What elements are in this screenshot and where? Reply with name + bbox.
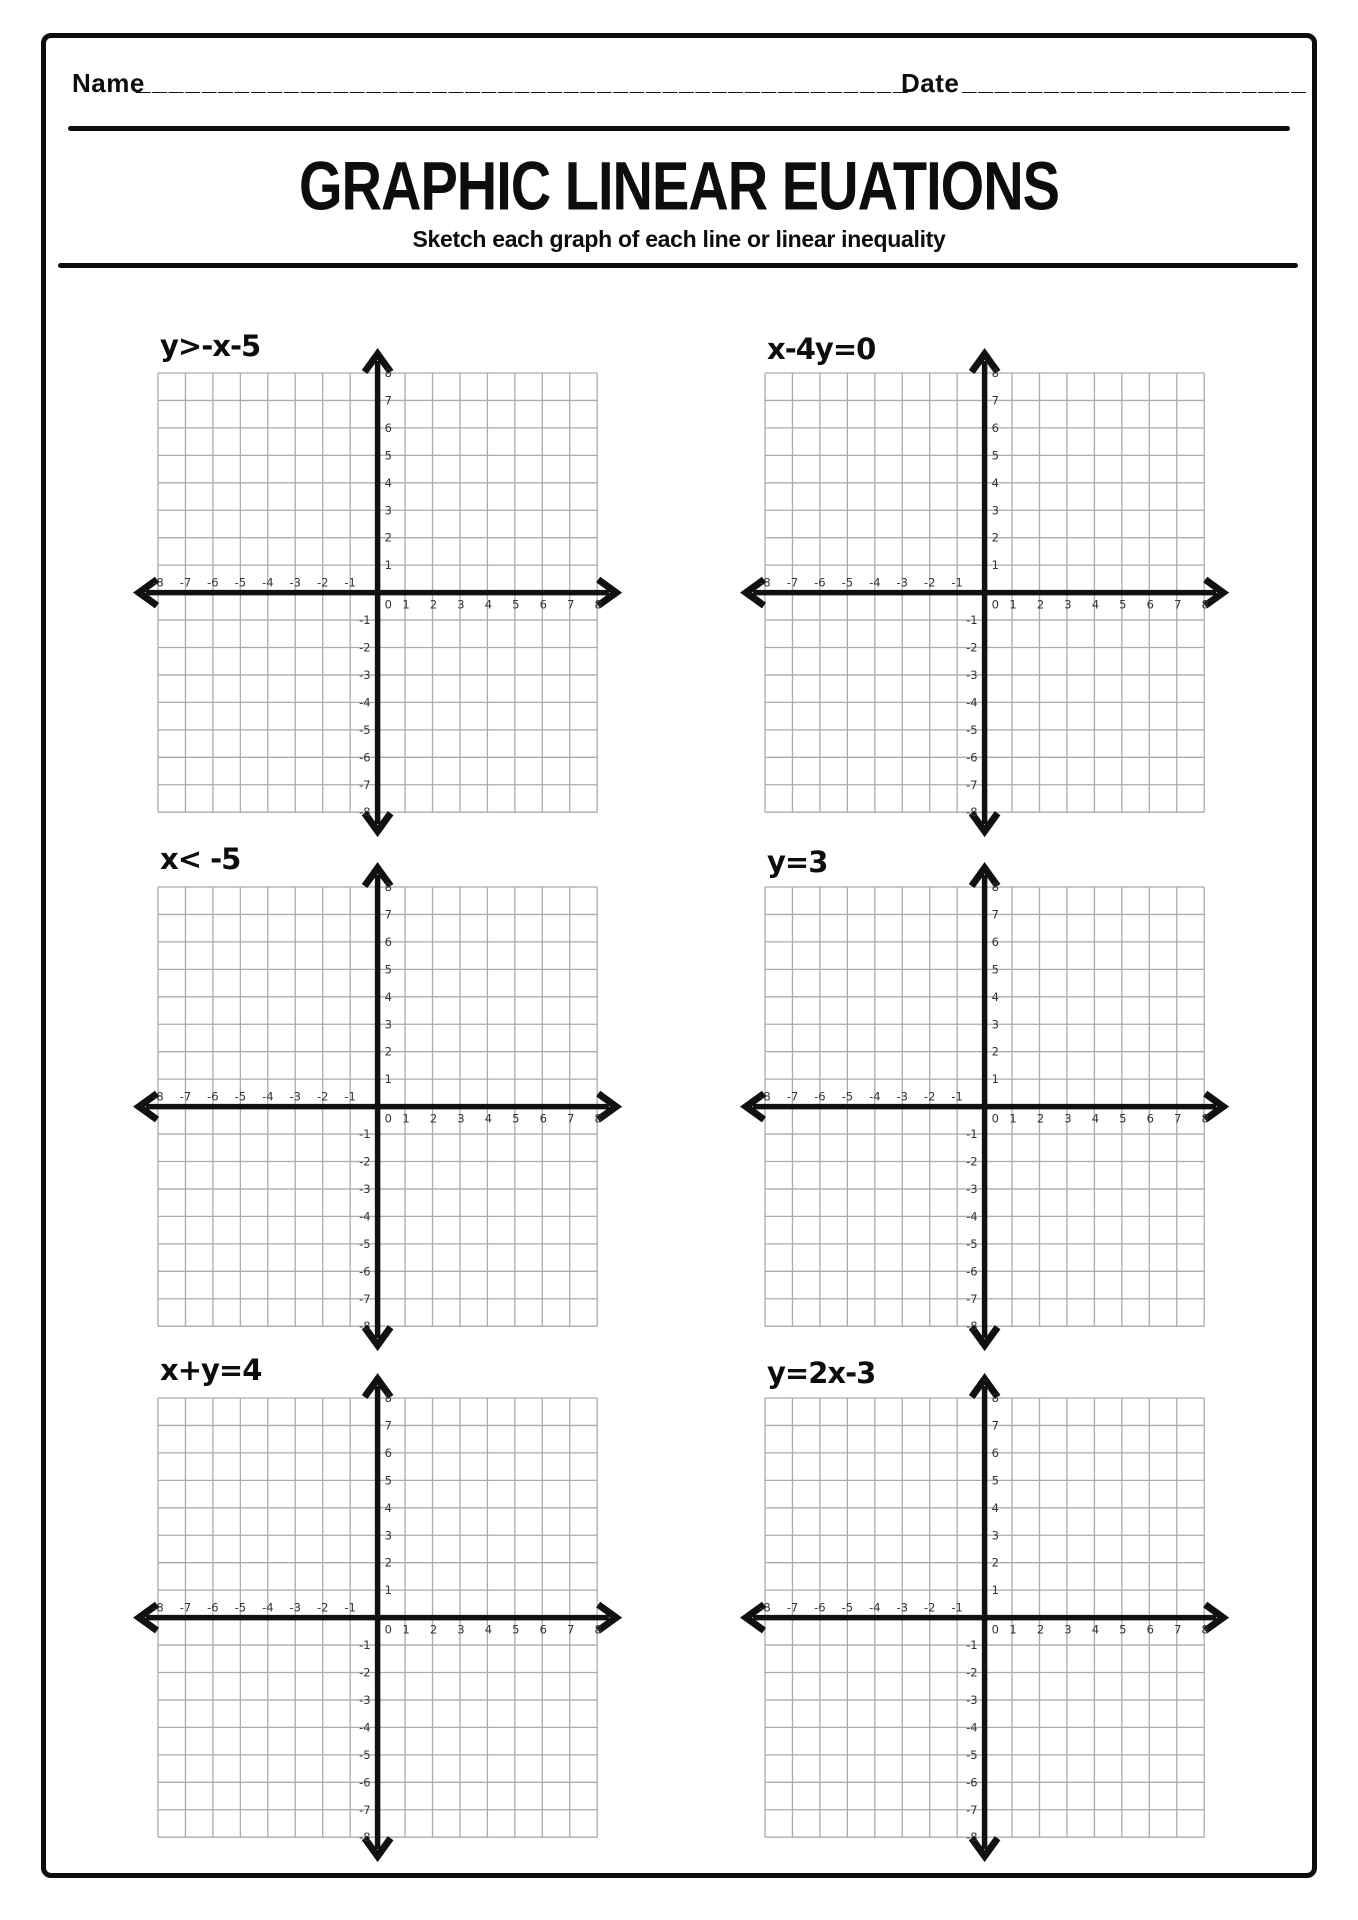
header-divider-line <box>68 126 1290 131</box>
tick-label: 3 <box>384 1017 392 1032</box>
tick-label: 6 <box>991 934 999 949</box>
tick-label: 2 <box>429 1111 438 1126</box>
tick-label: 7 <box>991 1418 999 1433</box>
tick-label: -2 <box>316 1600 329 1615</box>
tick-label: -4 <box>966 695 978 710</box>
tick-label: 8 <box>594 597 602 612</box>
tick-label: 5 <box>1119 597 1127 612</box>
tick-label: 4 <box>991 989 999 1004</box>
tick-label: -2 <box>966 640 978 655</box>
tick-label: -4 <box>359 695 371 710</box>
tick-label: -4 <box>869 1089 881 1104</box>
tick-label: -3 <box>896 1600 908 1615</box>
tick-label: 5 <box>991 1473 999 1488</box>
tick-label: -1 <box>951 1089 963 1104</box>
tick-label: 4 <box>384 475 392 490</box>
tick-label: -4 <box>869 575 881 590</box>
tick-label: 2 <box>1036 1111 1045 1126</box>
tick-label: 1 <box>402 1111 410 1126</box>
tick-label: -1 <box>344 1089 356 1104</box>
tick-label: -3 <box>289 575 301 590</box>
title-divider-line <box>58 263 1298 268</box>
tick-label: -3 <box>966 667 978 682</box>
tick-label: 0 <box>991 1622 999 1637</box>
tick-label: 5 <box>512 597 520 612</box>
tick-label: -8 <box>359 1319 371 1334</box>
tick-label: 8 <box>1201 1622 1209 1637</box>
tick-label: -8 <box>966 1319 978 1334</box>
tick-label: -8 <box>759 1089 771 1104</box>
tick-label: -7 <box>966 777 978 792</box>
tick-label: -8 <box>152 1600 164 1615</box>
tick-label: 3 <box>991 1528 999 1543</box>
tick-label: 3 <box>384 1528 392 1543</box>
tick-label: -1 <box>344 1600 356 1615</box>
tick-label: -6 <box>966 750 978 765</box>
coordinate-grid[interactable] <box>128 343 627 842</box>
tick-label: -8 <box>152 575 164 590</box>
tick-label: -4 <box>869 1600 881 1615</box>
tick-label: 8 <box>1201 1111 1209 1126</box>
tick-label: -1 <box>344 575 356 590</box>
tick-label: 4 <box>484 1622 493 1637</box>
tick-label: -5 <box>841 575 854 590</box>
tick-label: -5 <box>966 722 978 737</box>
tick-label: -6 <box>207 1600 219 1615</box>
tick-label: -3 <box>896 575 908 590</box>
tick-label: 4 <box>384 989 392 1004</box>
coordinate-grid[interactable] <box>735 343 1234 842</box>
tick-label: -4 <box>359 1209 371 1224</box>
date-label: Date <box>901 68 960 98</box>
tick-label: 3 <box>384 503 392 518</box>
tick-label: 4 <box>991 1500 999 1515</box>
tick-label: 2 <box>1036 597 1045 612</box>
tick-label: -2 <box>966 1665 978 1680</box>
tick-label: -8 <box>759 575 771 590</box>
tick-label: -1 <box>966 1127 978 1142</box>
tick-label: 7 <box>567 1622 575 1637</box>
tick-label: 5 <box>1119 1111 1127 1126</box>
tick-label: -7 <box>179 1089 192 1104</box>
tick-label: 8 <box>384 1391 392 1405</box>
tick-label: -5 <box>966 1236 978 1251</box>
tick-label: -1 <box>359 613 371 628</box>
tick-label: 2 <box>429 597 438 612</box>
tick-label: -2 <box>316 575 329 590</box>
name-label: Name <box>72 68 145 98</box>
tick-label: -1 <box>951 1600 963 1615</box>
tick-label: 1 <box>991 1583 999 1598</box>
tick-label: 5 <box>512 1111 520 1126</box>
tick-label: 8 <box>594 1622 602 1637</box>
tick-label: -2 <box>923 1600 936 1615</box>
tick-label: 3 <box>457 1622 465 1637</box>
tick-label: -6 <box>207 575 219 590</box>
tick-label: -5 <box>234 1089 247 1104</box>
tick-label: 5 <box>1119 1622 1127 1637</box>
tick-label: 1 <box>384 1583 392 1598</box>
tick-label: 2 <box>384 1044 392 1059</box>
tick-label: 6 <box>539 597 547 612</box>
tick-label: -7 <box>359 1802 371 1817</box>
tick-label: 4 <box>1091 1111 1100 1126</box>
tick-label: 7 <box>384 907 392 922</box>
date-blank-line[interactable]: _____________________ <box>962 66 1308 96</box>
tick-label: -2 <box>316 1089 329 1104</box>
tick-label: -4 <box>262 1089 274 1104</box>
tick-label: 5 <box>384 448 392 463</box>
tick-label: 3 <box>457 597 465 612</box>
tick-label: -8 <box>359 805 371 820</box>
tick-label: 5 <box>512 1622 520 1637</box>
tick-label: -2 <box>966 1154 978 1169</box>
tick-label: -8 <box>152 1089 164 1104</box>
tick-label: 2 <box>1036 1622 1045 1637</box>
tick-label: 4 <box>1091 597 1100 612</box>
tick-label: -6 <box>359 1264 371 1279</box>
tick-label: -1 <box>951 575 963 590</box>
equation-label: y>-x-5 <box>160 329 261 363</box>
tick-label: -3 <box>896 1089 908 1104</box>
tick-label: 4 <box>484 597 493 612</box>
tick-label: -4 <box>966 1720 978 1735</box>
tick-label: 5 <box>991 448 999 463</box>
tick-label: 0 <box>991 1111 999 1126</box>
tick-label: -7 <box>786 1089 799 1104</box>
tick-label: 8 <box>1201 597 1209 612</box>
tick-label: -2 <box>359 1154 371 1169</box>
tick-label: 2 <box>991 1555 999 1570</box>
tick-label: 7 <box>567 597 575 612</box>
tick-label: -4 <box>262 575 274 590</box>
tick-label: 7 <box>1174 1111 1182 1126</box>
tick-label: 6 <box>384 934 392 949</box>
tick-label: -6 <box>359 750 371 765</box>
tick-label: -1 <box>359 1127 371 1142</box>
tick-label: 7 <box>1174 597 1182 612</box>
tick-label: -8 <box>359 1830 371 1845</box>
tick-label: -1 <box>966 613 978 628</box>
tick-label: 1 <box>1009 597 1017 612</box>
tick-label: 4 <box>1091 1622 1100 1637</box>
tick-label: -2 <box>923 575 936 590</box>
tick-label: -6 <box>359 1775 371 1790</box>
tick-label: -6 <box>814 575 826 590</box>
tick-label: -1 <box>359 1638 371 1653</box>
tick-label: -7 <box>966 1291 978 1306</box>
tick-label: -6 <box>814 1600 826 1615</box>
tick-label: 1 <box>991 1072 999 1087</box>
page-title: GRAPHIC LINEAR EUATIONS <box>299 147 1059 225</box>
tick-label: 8 <box>384 880 392 894</box>
tick-label: 5 <box>384 962 392 977</box>
tick-label: 3 <box>991 1017 999 1032</box>
tick-label: -7 <box>359 1291 371 1306</box>
equation-label: x+y=4 <box>160 1353 262 1387</box>
tick-label: 6 <box>384 420 392 435</box>
tick-label: -4 <box>966 1209 978 1224</box>
tick-label: -2 <box>359 640 371 655</box>
tick-label: -3 <box>966 1692 978 1707</box>
equation-label: y=3 <box>767 845 828 879</box>
tick-label: -3 <box>359 1181 371 1196</box>
tick-label: -6 <box>966 1775 978 1790</box>
equation-label: x< -5 <box>160 842 241 876</box>
tick-label: 5 <box>384 1473 392 1488</box>
tick-label: 4 <box>384 1500 392 1515</box>
tick-label: 1 <box>384 1072 392 1087</box>
page-subtitle: Sketch each graph of each line or linear inequality <box>412 226 946 252</box>
tick-label: 1 <box>991 558 999 573</box>
tick-label: 6 <box>1146 1111 1154 1126</box>
tick-label: 7 <box>384 393 392 408</box>
tick-label: -7 <box>786 1600 799 1615</box>
tick-label: 0 <box>384 1622 392 1637</box>
tick-label: 3 <box>1064 597 1072 612</box>
name-blank-line[interactable]: _______________________________________________ <box>136 66 910 96</box>
equation-label: y=2x-3 <box>767 1356 876 1390</box>
tick-label: 8 <box>594 1111 602 1126</box>
tick-label: 0 <box>384 597 392 612</box>
tick-label: 0 <box>384 1111 392 1126</box>
tick-label: 6 <box>539 1111 547 1126</box>
tick-label: -6 <box>814 1089 826 1104</box>
tick-label: 2 <box>384 1555 392 1570</box>
tick-label: 2 <box>429 1622 438 1637</box>
tick-label: 8 <box>384 366 392 380</box>
tick-label: -3 <box>359 1692 371 1707</box>
tick-label: 3 <box>1064 1622 1072 1637</box>
tick-label: -6 <box>966 1264 978 1279</box>
tick-label: -5 <box>234 1600 247 1615</box>
tick-label: -8 <box>966 805 978 820</box>
tick-label: 2 <box>991 530 999 545</box>
tick-label: -1 <box>966 1638 978 1653</box>
tick-label: 1 <box>384 558 392 573</box>
tick-label: -4 <box>359 1720 371 1735</box>
tick-label: -2 <box>923 1089 936 1104</box>
tick-label: -3 <box>289 1089 301 1104</box>
tick-label: 8 <box>991 366 999 380</box>
tick-label: -3 <box>359 667 371 682</box>
tick-label: -3 <box>289 1600 301 1615</box>
tick-label: 0 <box>991 597 999 612</box>
tick-label: 1 <box>402 597 410 612</box>
tick-label: 2 <box>991 1044 999 1059</box>
tick-label: -5 <box>841 1600 854 1615</box>
equation-label: x-4y=0 <box>767 332 876 366</box>
tick-label: 3 <box>457 1111 465 1126</box>
tick-label: 1 <box>1009 1111 1017 1126</box>
tick-label: -5 <box>234 575 247 590</box>
tick-label: -7 <box>966 1802 978 1817</box>
tick-label: -7 <box>359 777 371 792</box>
coordinate-grid[interactable] <box>128 1368 627 1867</box>
tick-label: -5 <box>359 1236 371 1251</box>
tick-label: 4 <box>991 475 999 490</box>
tick-label: 7 <box>991 393 999 408</box>
tick-label: -7 <box>179 1600 192 1615</box>
tick-label: -2 <box>359 1665 371 1680</box>
tick-label: 7 <box>567 1111 575 1126</box>
tick-label: 4 <box>484 1111 493 1126</box>
tick-label: 6 <box>384 1445 392 1460</box>
tick-label: -4 <box>262 1600 274 1615</box>
coordinate-grid[interactable] <box>735 1368 1234 1867</box>
tick-label: 6 <box>991 1445 999 1460</box>
tick-label: 1 <box>1009 1622 1017 1637</box>
tick-label: -8 <box>966 1830 978 1845</box>
tick-label: 3 <box>991 503 999 518</box>
tick-label: -5 <box>966 1747 978 1762</box>
tick-label: 1 <box>402 1622 410 1637</box>
tick-label: -7 <box>179 575 192 590</box>
tick-label: 3 <box>1064 1111 1072 1126</box>
tick-label: 6 <box>1146 597 1154 612</box>
coordinate-grid[interactable] <box>735 857 1234 1356</box>
tick-label: 8 <box>991 1391 999 1405</box>
tick-label: -5 <box>359 722 371 737</box>
tick-label: 7 <box>1174 1622 1182 1637</box>
tick-label: -3 <box>966 1181 978 1196</box>
tick-label: 7 <box>991 907 999 922</box>
tick-label: 6 <box>1146 1622 1154 1637</box>
tick-label: -5 <box>359 1747 371 1762</box>
tick-label: 6 <box>991 420 999 435</box>
tick-label: 6 <box>539 1622 547 1637</box>
tick-label: -7 <box>786 575 799 590</box>
tick-label: -8 <box>759 1600 771 1615</box>
tick-label: 5 <box>991 962 999 977</box>
tick-label: -6 <box>207 1089 219 1104</box>
tick-label: 2 <box>384 530 392 545</box>
tick-label: 8 <box>991 880 999 894</box>
tick-label: -5 <box>841 1089 854 1104</box>
coordinate-grid[interactable] <box>128 857 627 1356</box>
tick-label: 7 <box>384 1418 392 1433</box>
